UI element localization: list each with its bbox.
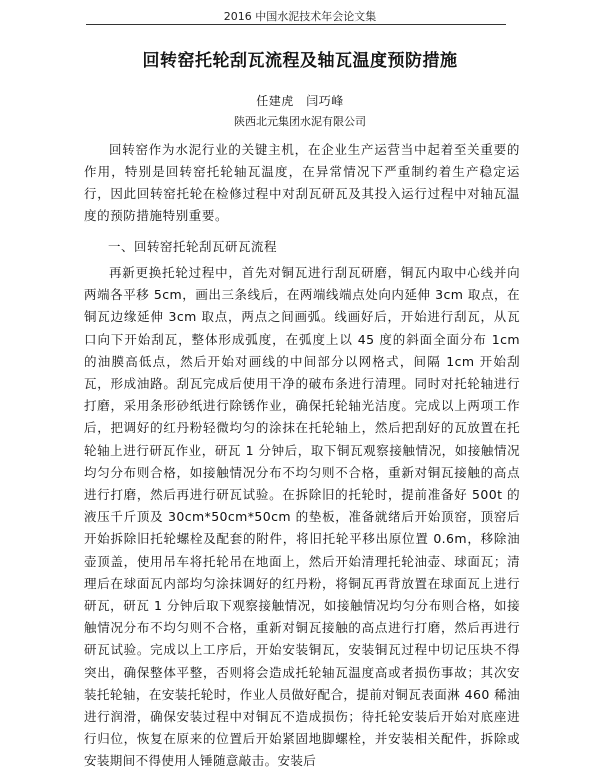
paper-title: 回转窑托轮刮瓦流程及轴瓦温度预防措施 bbox=[142, 51, 458, 71]
paper-affiliation: 陕西北元集团水泥有限公司 bbox=[234, 115, 366, 128]
body-paragraph: 再新更换托轮过程中，首先对铜瓦进行刮瓦研磨，铜瓦内取中心线并向两端各平移 5cm，画出三条线后，在两端线端点处向内延伸 3cm 取点，在铜瓦边缘延伸 3cm 取点，两点之间画弧。线画好后，开始进行刮瓦，从瓦口向下开始刮瓦，整体形成弧度，在弧度上以 45 度的斜面全面分布 1cm 的油膜高低点，然后开始对画线的中间部分以网格式，间隔 1cm 开始刮瓦，形成油路。刮瓦完成后使用干净的破布条进行清理。同时对托轮轴进行打磨，采用条形砂纸进行除锈作业，确保托轮轴光洁度。完成以上两项工作后，把调好的红丹粉轻微均匀的涂抹在托轮轴上，然后把刮好的瓦放置在托轮轴上进行研瓦作业，研瓦 1 分钟后，取下铜瓦观察接触情况，如接触情况均匀分布则合格，如接触情况分布不均匀则不合格，重新对铜瓦接触的高点进行打磨，然后再进行研瓦试验。在拆除旧的托轮时，提前准备好 500t 的液压千斤顶及 30cm*50cm*50cm 的垫板，准备就绪后开始顶窑，顶窑后开始拆除旧托轮螺栓及配套的附件，将旧托轮平移出原位置 0.6m，移除油壶顶盖，使用吊车将托轮吊在地面上，然后开始清理托轮油壶、球面瓦；清理后在球面瓦内部均匀涂抹调好的红丹粉，将铜瓦再背放置在球面瓦上进行研瓦，研瓦 1 分钟后取下观察接触情况，如接触情况均匀分布则合格，如接触情况分布不均匀则不合格，重新对铜瓦接触的高点进行打磨，然后再进行研瓦试验。完成以上工序后，开始安装铜瓦，安装铜瓦过程中切记压块不得突出，确保整体平整，否则将会造成托轮轴瓦温度高或者损伤事故；其次安装托轮轴，在安装托轮时，作业人员做好配合，提前对铜瓦表面淋 460 稀油进行润滑，确保安装过程中对铜瓦不造成损伤；待托轮安装后开始对底座进行归位，恢复在原来的位置后开始紧固地脚螺栓，并安装相关配件，拆除或安装期间不得使用人锤随意敲击。安装后 bbox=[84, 265, 520, 769]
paper-authors: 任建虎 闫巧峰 bbox=[256, 94, 344, 108]
running-header: 2016 中国水泥技术年会论文集 bbox=[223, 10, 377, 23]
section-heading: 一、回转窑托轮刮瓦研瓦流程 bbox=[108, 239, 278, 254]
header-rule bbox=[86, 24, 506, 25]
abstract-paragraph: 回转窑作为水泥行业的关键主机，在企业生产运营当中起着至关重要的作用，特别是回转窑托轮轴瓦温度，在异常情况下严重制约着生产稳定运行，因此回转窑托轮在检修过程中对刮瓦研瓦及其投入运行过程中对轴瓦温度的预防措施特别重要。 bbox=[84, 142, 520, 223]
